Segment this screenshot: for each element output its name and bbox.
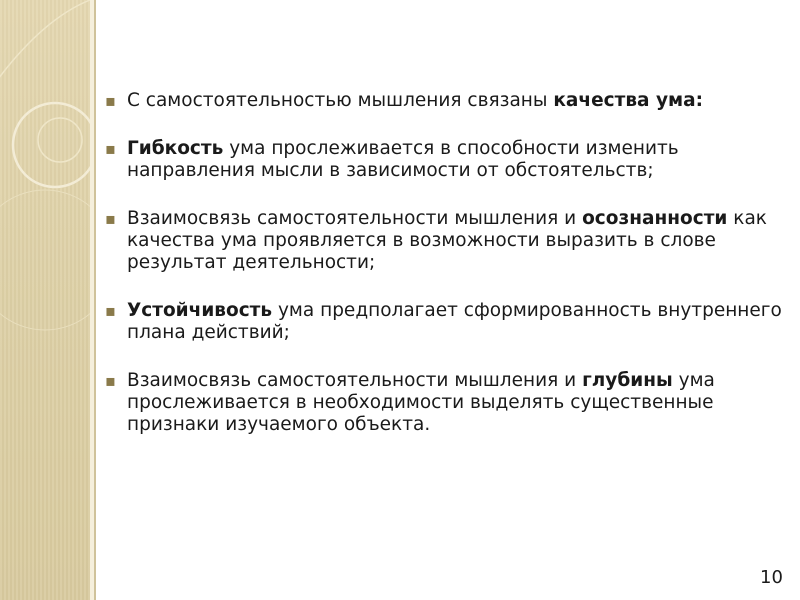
separator-dark [94,0,96,600]
slide-content [105,90,795,460]
bullet-text: Гибкость ума прослеживается в способности изменить направления мысли в зависимости от обстоятельств; [127,138,679,181]
bullet-icon: ▪ [105,301,116,320]
page-number: 10 [760,567,783,588]
bullet-icon: ▪ [105,209,116,228]
bullet-item [105,208,795,274]
bullet-item [105,300,795,344]
decorative-circles [0,0,90,600]
bullet-text: Взаимосвязь самостоятельности мышления и глубины ума прослеживается в необходимости выделять существенные признаки изучаемого объекта. [127,370,715,435]
bullet-icon: ▪ [105,371,116,390]
bullet-text: Устойчивость ума предполагает сформированность внутреннего плана действий; [127,300,782,343]
bullet-item [105,90,795,112]
bullet-text: С самостоятельностью мышления связаны качества ума: [127,90,704,111]
bullet-item [105,138,795,182]
bullet-text: Взаимосвязь самостоятельности мышления и осознанности как качества ума проявляется в возможности выразить в слове результат деятельности; [127,208,767,273]
bullet-icon: ▪ [105,91,116,110]
bullet-item [105,370,795,436]
bullet-icon: ▪ [105,139,116,158]
